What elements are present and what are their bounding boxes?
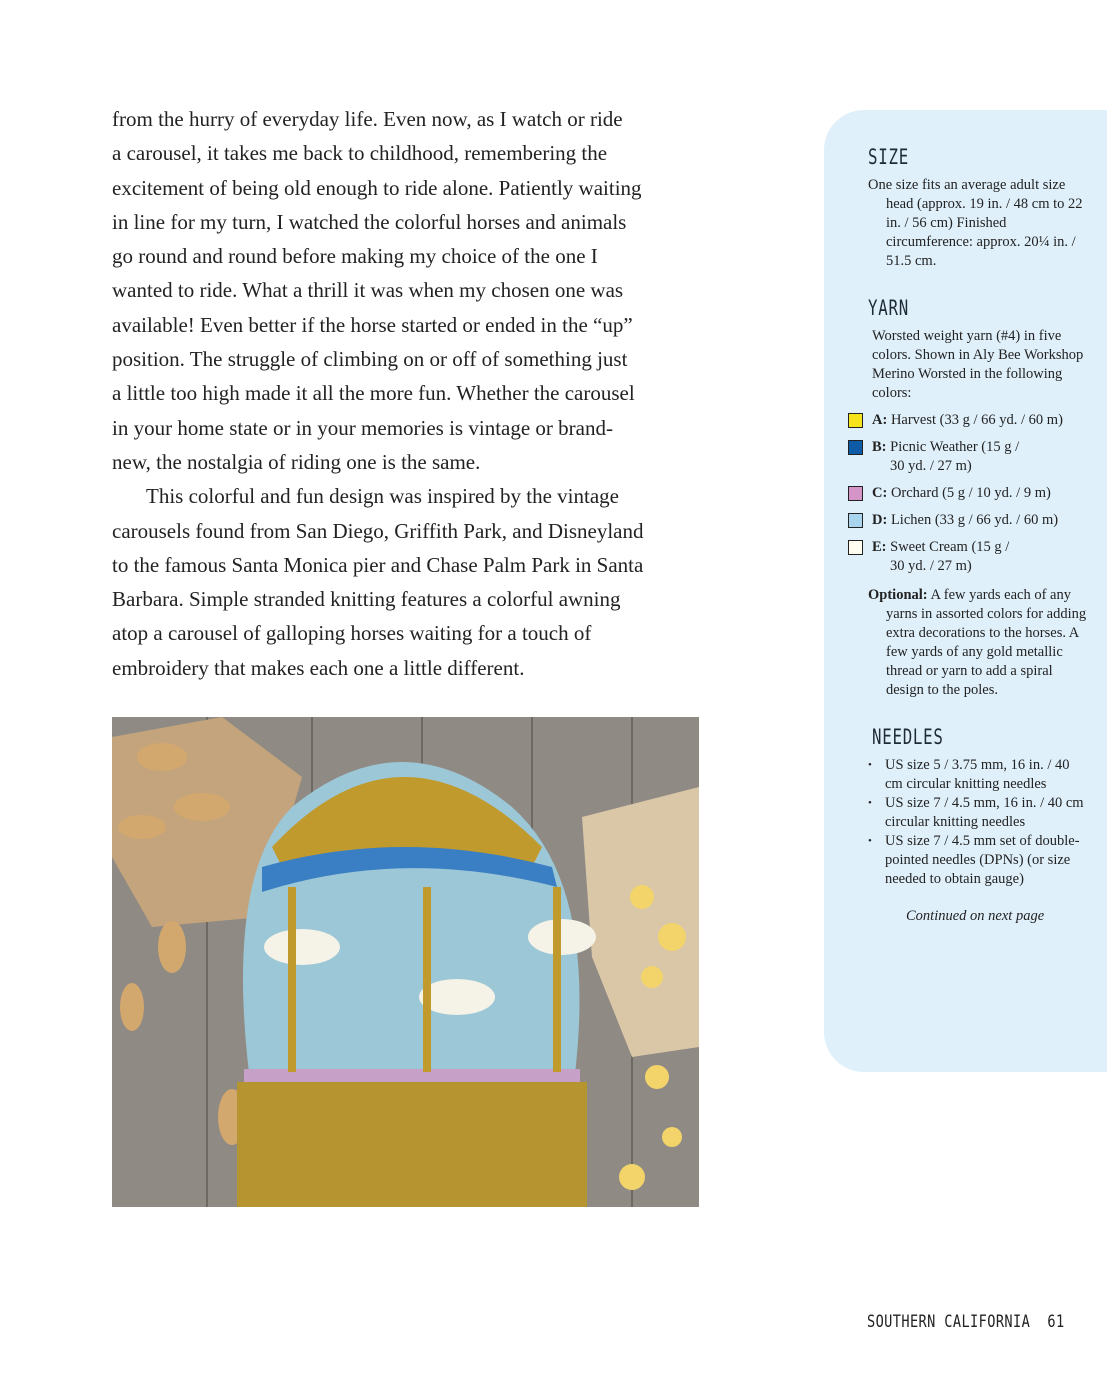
yarn-color-item	[848, 484, 1087, 503]
yarn-name: Orchard (5 g / 10 yd. / 9 m)	[890, 485, 1051, 501]
yarn-section	[848, 295, 1087, 700]
optional-label: Optional:	[868, 587, 928, 603]
needle-item: • US size 5 / 3.75 mm, 16 in. / 40 cm circular knitting needles	[868, 756, 1087, 794]
needle-item: • US size 7 / 4.5 mm, 16 in. / 40 cm circular knitting needles	[868, 794, 1087, 832]
needles-heading: NEEDLES	[872, 725, 944, 749]
continued-note: Continued on next page	[906, 908, 1045, 924]
color-swatch	[848, 413, 863, 428]
yarn-name: Lichen (33 g / 66 yd. / 60 m)	[890, 512, 1059, 528]
color-swatch	[848, 540, 863, 555]
needle-item: • US size 7 / 4.5 mm set of double-pointed needles (DPNs) (or size needed to obtain gauge)	[868, 832, 1087, 889]
text-line: in line for my turn, I watched the colorful horses and animals	[112, 209, 627, 234]
yarn-heading: YARN	[868, 296, 909, 320]
yarn-letter: B:	[872, 439, 887, 455]
optional-text: A few yards each of any yarns in assorted colors for adding extra decorations to the horses. A few yards of any gold metallic thread or yarn to add a spiral design to the poles.	[886, 587, 1087, 698]
paragraph	[112, 102, 752, 479]
text-line: from the hurry of everyday life. Even now, as I watch or ride	[112, 107, 623, 131]
yarn-letter: C:	[872, 485, 888, 501]
text-line: embroidery that makes each one a little different.	[112, 655, 525, 680]
color-swatch	[848, 486, 863, 501]
text-line: new, the nostalgia of riding one is the same.	[112, 449, 481, 474]
yarn-letter: D:	[872, 512, 888, 528]
body-text	[112, 102, 752, 685]
text-line: a little too high made it all the more fun. Whether the carousel	[112, 381, 635, 406]
yarn-name: Sweet Cream (15 g /	[890, 539, 1010, 555]
text-line: a carousel, it takes me back to childhood, remembering the	[112, 141, 608, 166]
text-line: wanted to ride. What a thrill it was when my chosen one was	[112, 278, 624, 303]
text-line: to the famous Santa Monica pier and Chase Palm Park in Santa	[112, 552, 644, 577]
yarn-intro: Worsted weight yarn (#4) in five colors. Shown in Aly Bee Workshop Merino Worsted in the following colors:	[872, 328, 1084, 401]
knitted-hat-photo	[112, 717, 699, 1207]
color-swatch	[848, 513, 863, 528]
yarn-color-item	[848, 438, 1087, 476]
text-line: excitement of being old enough to ride alone. Patiently waiting	[112, 175, 642, 200]
text-line: available! Even better if the horse started or ended in the “up”	[112, 312, 633, 337]
yarn-letter: A:	[872, 412, 888, 428]
text-line: carousels found from San Diego, Griffith Park, and Disneyland	[112, 518, 644, 543]
yarn-name: Harvest (33 g / 66 yd. / 60 m)	[890, 412, 1063, 428]
text-line: This colorful and fun design was inspired by the vintage	[146, 484, 619, 509]
yarn-color-item	[848, 411, 1087, 430]
text-line: Barbara. Simple stranded knitting features a colorful awning	[112, 587, 621, 612]
pattern-info-sidebar	[824, 110, 1107, 1072]
yarn-name-cont: 30 yd. / 27 m)	[890, 558, 972, 574]
text-line: atop a carousel of galloping horses waiting for a touch of	[112, 621, 592, 646]
yarn-color-item	[848, 511, 1087, 530]
needles-section	[848, 724, 1087, 926]
color-swatch	[848, 440, 863, 455]
needles-list	[868, 756, 1087, 889]
size-text: One size fits an average adult size head (approx. 19 in. / 48 cm to 22 in. / 56 cm) Finished circumference: approx. 20¼ in. / 51.5 cm.	[868, 177, 1083, 269]
yarn-letter: E:	[872, 539, 887, 555]
text-line: in your home state or in your memories is vintage or brand-	[112, 415, 613, 440]
yarn-color-item	[848, 538, 1087, 576]
yarn-color-list	[848, 411, 1087, 576]
yarn-name-cont: 30 yd. / 27 m)	[890, 458, 972, 474]
size-heading: SIZE	[868, 145, 909, 169]
text-line: go round and round before making my choice of the one I	[112, 244, 598, 269]
paragraph	[112, 479, 752, 685]
text-line: position. The struggle of climbing on or off of something just	[112, 347, 628, 372]
page-number: 61	[1047, 1312, 1065, 1332]
yarn-name: Picnic Weather (15 g /	[890, 439, 1020, 455]
running-footer	[867, 1312, 1065, 1332]
optional-note	[868, 586, 1087, 700]
section-title: SOUTHERN CALIFORNIA	[867, 1312, 1031, 1332]
size-section	[848, 144, 1087, 271]
